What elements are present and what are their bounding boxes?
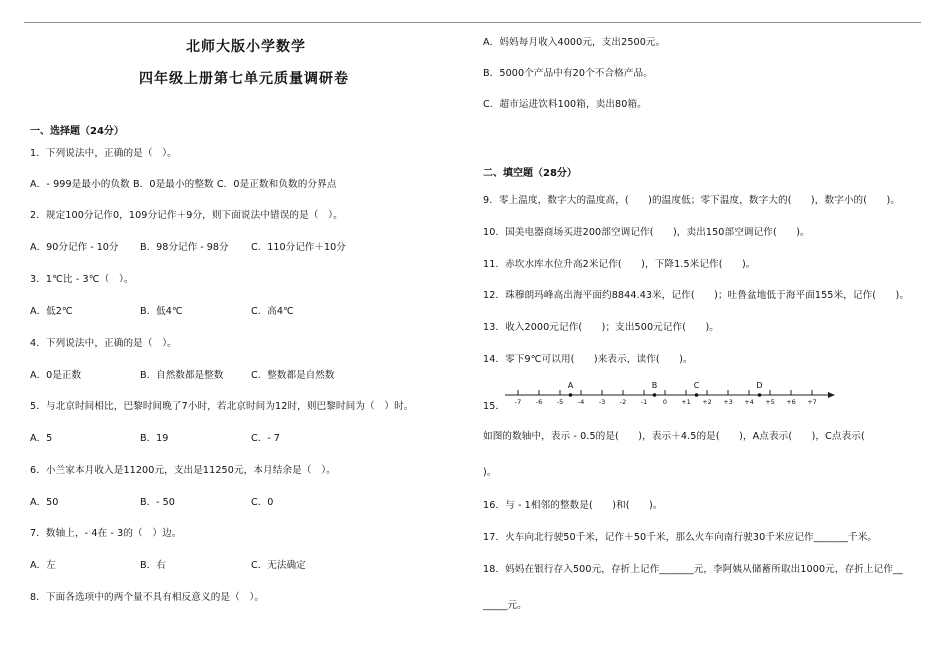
number-line-point-label: C	[693, 381, 700, 390]
number-line-tick-label: -3	[598, 398, 606, 406]
question-5: 5．与北京时间相比，巴黎时间晚了7小时，若北京时间为12时，则巴黎时间为（ ）时。	[30, 401, 414, 412]
number-line-point	[653, 393, 657, 397]
question-2: 2．规定100分记作0，109分记作＋9分，则下面说法中错误的是（ ）。	[30, 210, 343, 221]
number-line-point	[695, 393, 699, 397]
question-7-option-b: B．右	[140, 560, 166, 571]
question-15-number: 15．	[483, 401, 506, 412]
question-7-option-c: C．无法确定	[251, 560, 306, 571]
question-12: 12．珠穆朗玛峰高出海平面约8844.43米，记作( )；吐鲁盆地低于海平面155米，记作( )。	[483, 290, 910, 301]
number-line-tick-label: 0	[662, 398, 668, 406]
question-8-option-a: A．妈妈每月收入4000元，支出2500元。	[483, 37, 666, 48]
question-3-option-b: B．低4℃	[140, 306, 183, 317]
number-line-tick-label: -2	[619, 398, 627, 406]
question-5-option-c: C．- 7	[251, 433, 280, 444]
number-line-tick-label: -5	[556, 398, 564, 406]
number-line-arrow	[828, 392, 835, 398]
number-line-tick-label: +3	[723, 398, 733, 406]
question-2-option-c: C．110分记作＋10分	[251, 242, 346, 253]
question-16: 16．与 - 1相邻的整数是( )和( )。	[483, 500, 663, 511]
question-5-option-b: B．19	[140, 433, 169, 444]
question-11: 11．赤坎水库水位升高2米记作( )，下降1.5米记作( )。	[483, 259, 756, 270]
question-8-option-c: C．超市运进饮料100箱，卖出80箱。	[483, 99, 647, 110]
paper-title: 北师大版小学数学	[186, 39, 306, 55]
question-2-option-b: B．98分记作 - 98分	[140, 242, 229, 253]
question-6-option-a: A．50	[30, 497, 59, 508]
question-8: 8．下面各选项中的两个量不具有相反意义的是（ ）。	[30, 592, 265, 603]
question-15-continued: )。	[483, 467, 497, 478]
number-line-tick-label: +2	[702, 398, 712, 406]
question-6-option-b: B．- 50	[140, 497, 175, 508]
question-18: 18．妈妈在银行存入500元，存折上记作_______元，李阿姨从储蓄所取出1000元，存折上记作__	[483, 564, 903, 575]
number-line-tick-label: +6	[786, 398, 796, 406]
question-5-option-a: A．5	[30, 433, 53, 444]
question-3: 3．1℃比 - 3℃（ ）。	[30, 274, 134, 285]
question-18-continued: _____元。	[483, 600, 527, 611]
number-line-point-label: A	[567, 381, 574, 390]
section-choice-heading: 一、选择题（24分）	[30, 126, 124, 137]
question-7-option-a: A．左	[30, 560, 56, 571]
number-line-tick-label: -7	[514, 398, 522, 406]
paper-subtitle: 四年级上册第七单元质量调研卷	[139, 71, 349, 87]
question-8-option-b: B．5000个产品中有20个不合格产品。	[483, 68, 653, 79]
number-line-tick-label: -6	[535, 398, 543, 406]
number-line-tick-label: +1	[681, 398, 691, 406]
question-9: 9．零上温度，数字大的温度高，( )的温度低；零下温度，数字大的( )，数字小的( )。	[483, 195, 901, 206]
question-6: 6．小兰家本月收入是11200元，支出是11250元，本月结余是（ ）。	[30, 465, 336, 476]
question-4-option-a: A．0是正数	[30, 370, 82, 381]
number-line-point	[569, 393, 573, 397]
number-line-point-label: B	[651, 381, 658, 390]
number-line-tick-label: -4	[577, 398, 585, 406]
number-line-figure	[500, 378, 840, 412]
question-15: 如图的数轴中，表示 - 0.5的是( )，表示＋4.5的是( )，A点表示( )，C点表示(	[483, 431, 865, 442]
question-4: 4．下列说法中，正确的是（ ）。	[30, 338, 177, 349]
number-line-tick-label: +4	[744, 398, 754, 406]
number-line-tick-label: +5	[765, 398, 775, 406]
question-10: 10．国美电器商场买进200部空调记作( )，卖出150部空调记作( )。	[483, 227, 810, 238]
question-17: 17．火车向北行驶50千米，记作＋50千米，那么火车向南行驶30千米应记作_______千米。	[483, 532, 878, 543]
question-4-option-b: B．自然数都是整数	[140, 370, 224, 381]
question-4-option-c: C．整数都是自然数	[251, 370, 335, 381]
question-1: 1．下列说法中，正确的是（ ）。	[30, 148, 177, 159]
question-3-option-a: A．低2℃	[30, 306, 73, 317]
question-3-option-c: C．高4℃	[251, 306, 294, 317]
number-line-tick-label: +7	[807, 398, 817, 406]
question-1-options: A．- 999是最小的负数 B．0是最小的整数 C．0是正数和负数的分界点	[30, 179, 337, 190]
number-line-point	[758, 393, 762, 397]
section-fill-heading: 二、填空题（28分）	[483, 168, 577, 179]
question-7: 7．数轴上，- 4在 - 3的（ ）边。	[30, 528, 182, 539]
question-2-option-a: A．90分记作 - 10分	[30, 242, 119, 253]
page-top-rule	[24, 22, 921, 23]
number-line-point-label: D	[756, 381, 763, 390]
question-6-option-c: C．0	[251, 497, 274, 508]
question-13: 13．收入2000元记作( )；支出500元记作( )。	[483, 322, 719, 333]
question-14: 14．零下9℃可以用( )来表示，读作( )。	[483, 354, 693, 365]
number-line-tick-label: -1	[640, 398, 648, 406]
